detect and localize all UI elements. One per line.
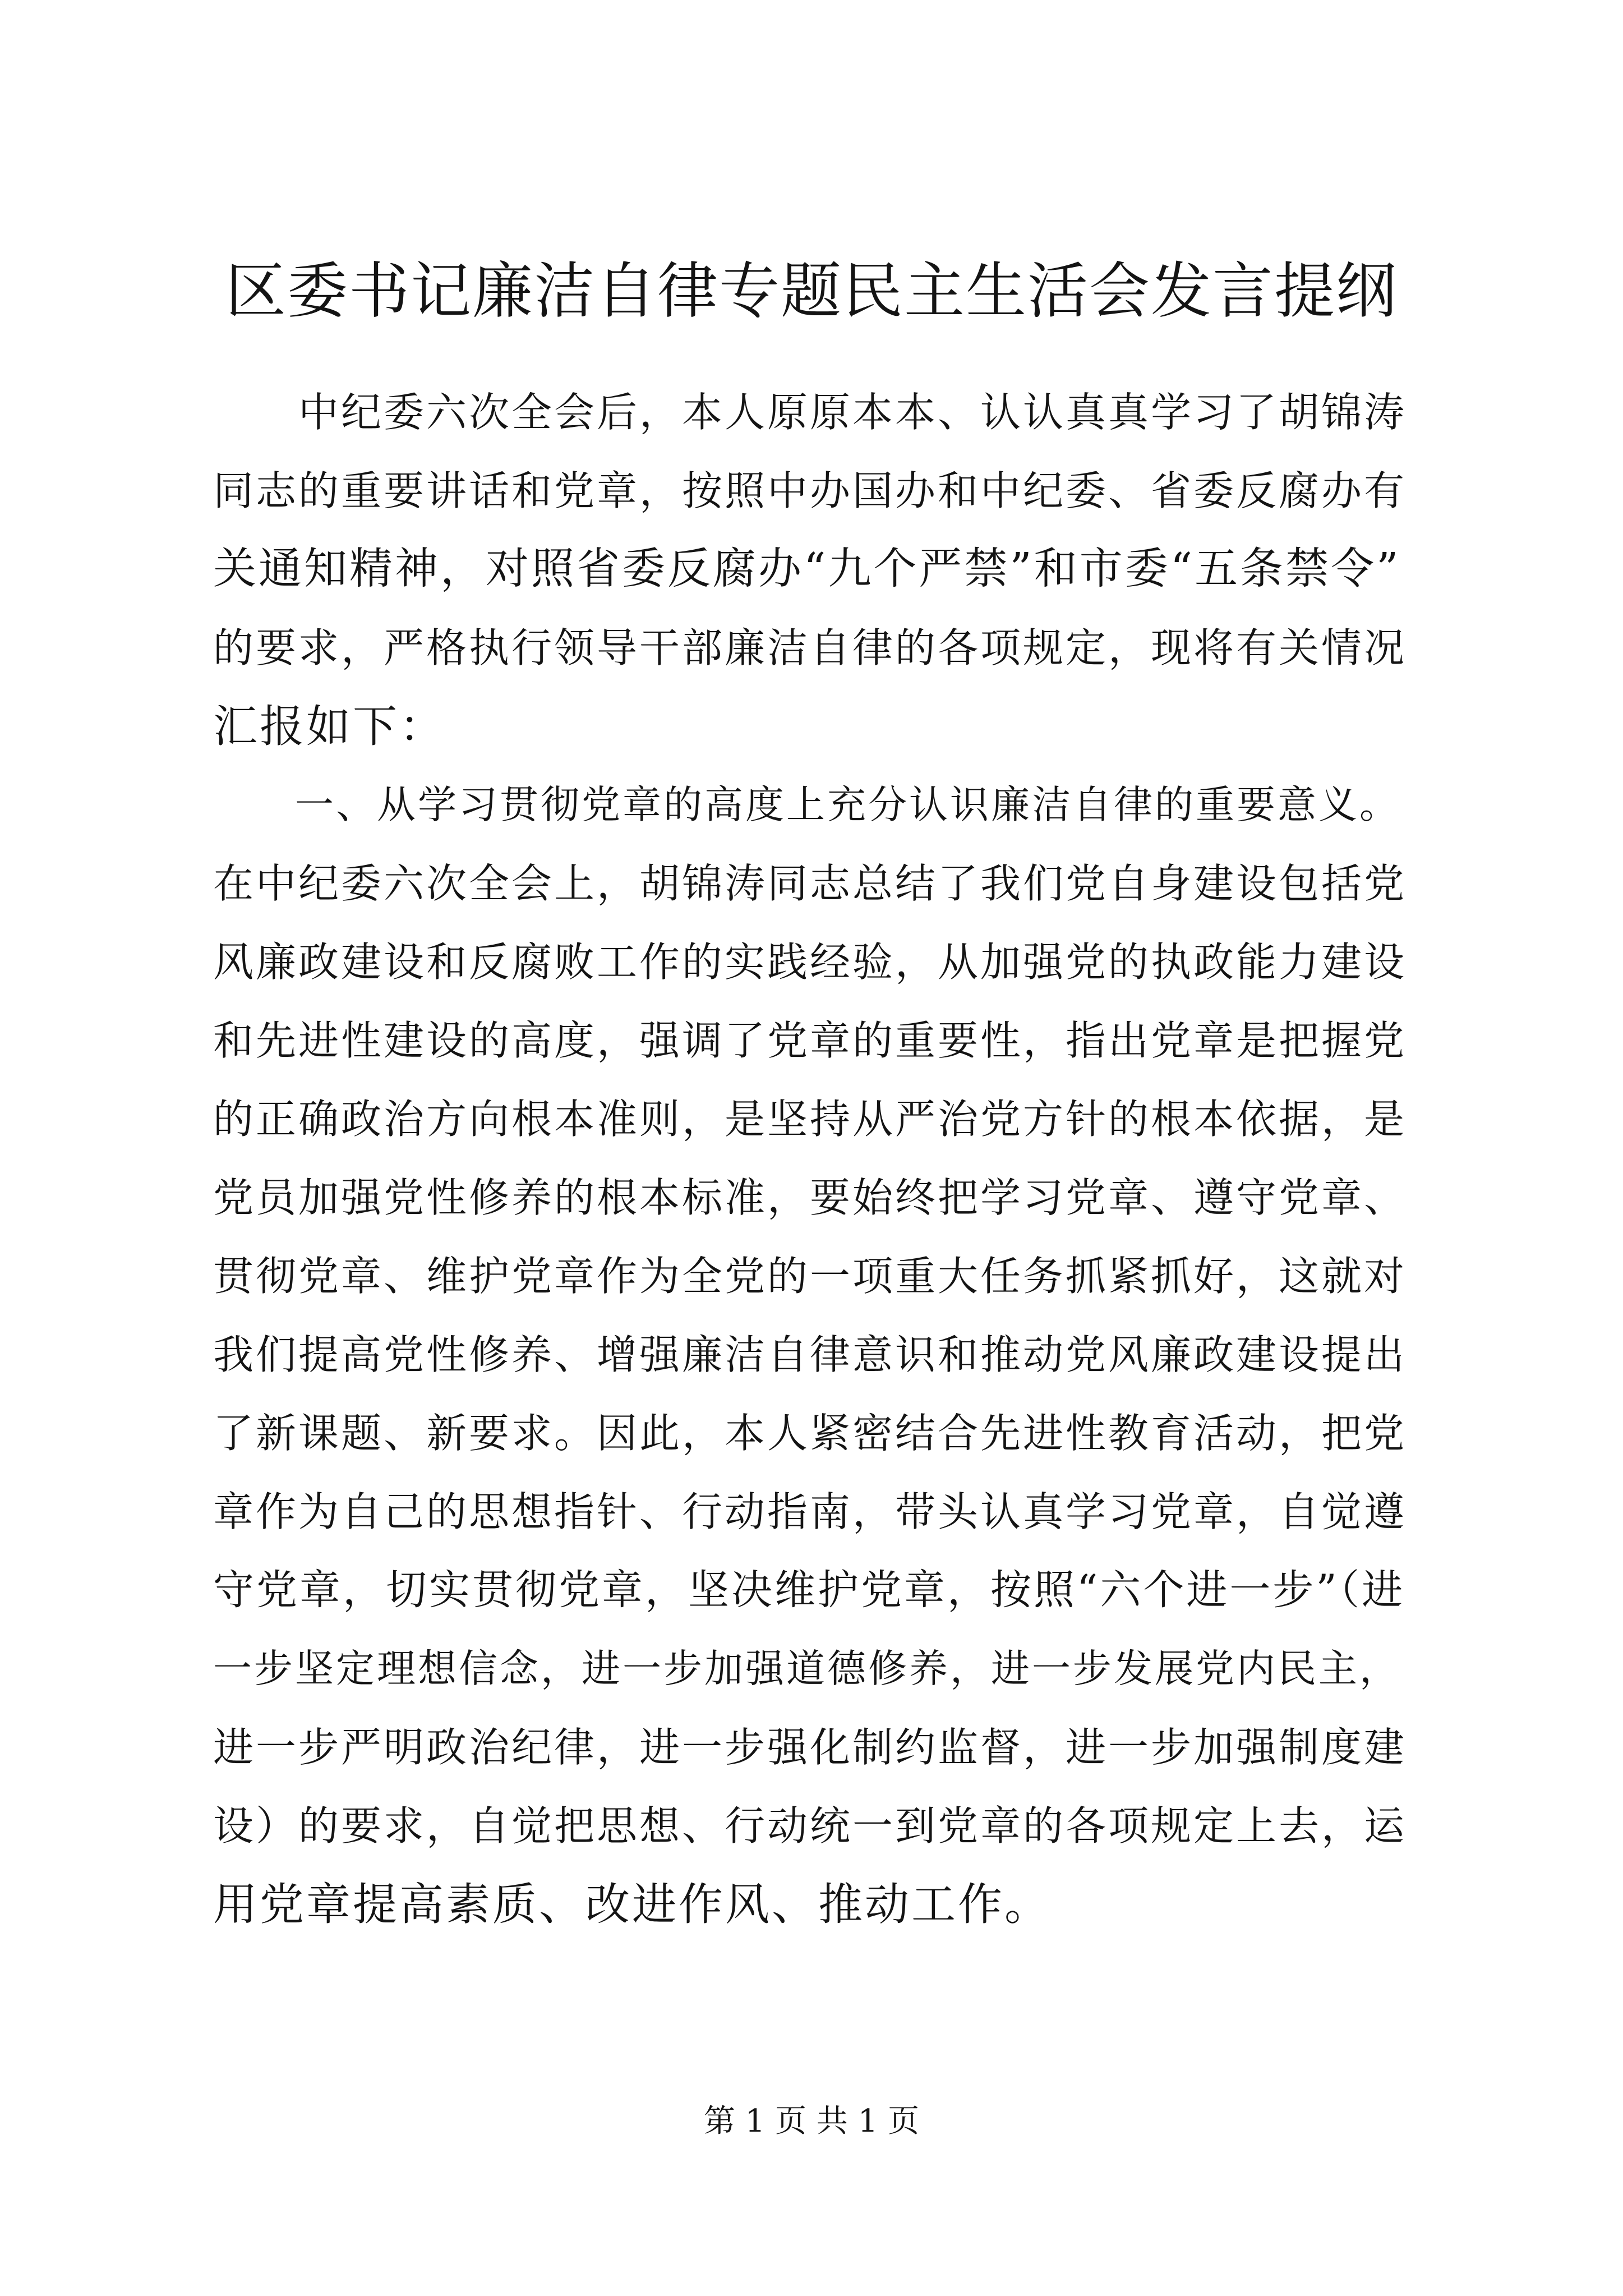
body-line: 用党章提高素质、改进作风、推动工作。 [213,1879,1051,1930]
body-line: 同志的重要讲话和党章，按照中办国办和中纪委、省委反腐办有 [213,467,1407,514]
document-body [213,373,1410,1944]
body-line: 进一步严明政治纪律，进一步强化制约监督，进一步加强制度建 [213,1724,1407,1771]
body-line: 汇报如下： [213,701,446,752]
document-title: 区委书记廉洁自律专题民主生活会发言提纲 [225,256,1398,326]
body-line: 章作为自己的思想指针、行动指南，带头认真学习党章，自觉遵 [213,1488,1407,1535]
body-line: 了新课题、新要求。因此，本人紧密结合先进性教育活动，把党 [213,1410,1407,1457]
body-line: 的正确政治方向根本准则，是坚持从严治党方针的根本依据，是 [213,1096,1407,1143]
body-line: 设）的要求，自觉把思想、行动统一到党章的各项规定上去，运 [213,1802,1407,1849]
body-line: 在中纪委六次全会上，胡锦涛同志总结了我们党自身建设包括党 [213,860,1407,907]
body-line: 关通知精神，对照省委反腐办“九个严禁”和市委“五条禁令” [213,544,1401,594]
body-line: 党员加强党性修养的根本标准，要始终把学习党章、遵守党章、 [213,1174,1407,1221]
body-line: 一、从学习贯彻党章的高度上充分认识廉洁自律的重要意义。 [213,783,1400,827]
body-line: 的要求，严格执行领导干部廉洁自律的各项规定，现将有关情况 [213,624,1407,671]
body-line: 守党章，切实贯彻党章，坚决维护党章，按照“六个进一步”（进 [213,1566,1405,1614]
body-line: 我们提高党性修养、增强廉洁自律意识和推动党风廉政建设提出 [213,1331,1407,1378]
body-line: 中纪委六次全会后，本人原原本本、认认真真学习了胡锦涛 [213,389,1407,436]
body-line: 贯彻党章、维护党章作为全党的一项重大任务抓紧抓好，这就对 [213,1253,1407,1300]
page-number-footer: 第 1 页 共 1 页 [703,2103,920,2139]
body-line: 一步坚定理想信念，进一步加强道德修养，进一步发展党内民主， [213,1646,1400,1691]
body-line: 风廉政建设和反腐败工作的实践经验，从加强党的执政能力建设 [213,938,1407,986]
body-line: 和先进性建设的高度，强调了党章的重要性，指出党章是把握党 [213,1017,1407,1064]
